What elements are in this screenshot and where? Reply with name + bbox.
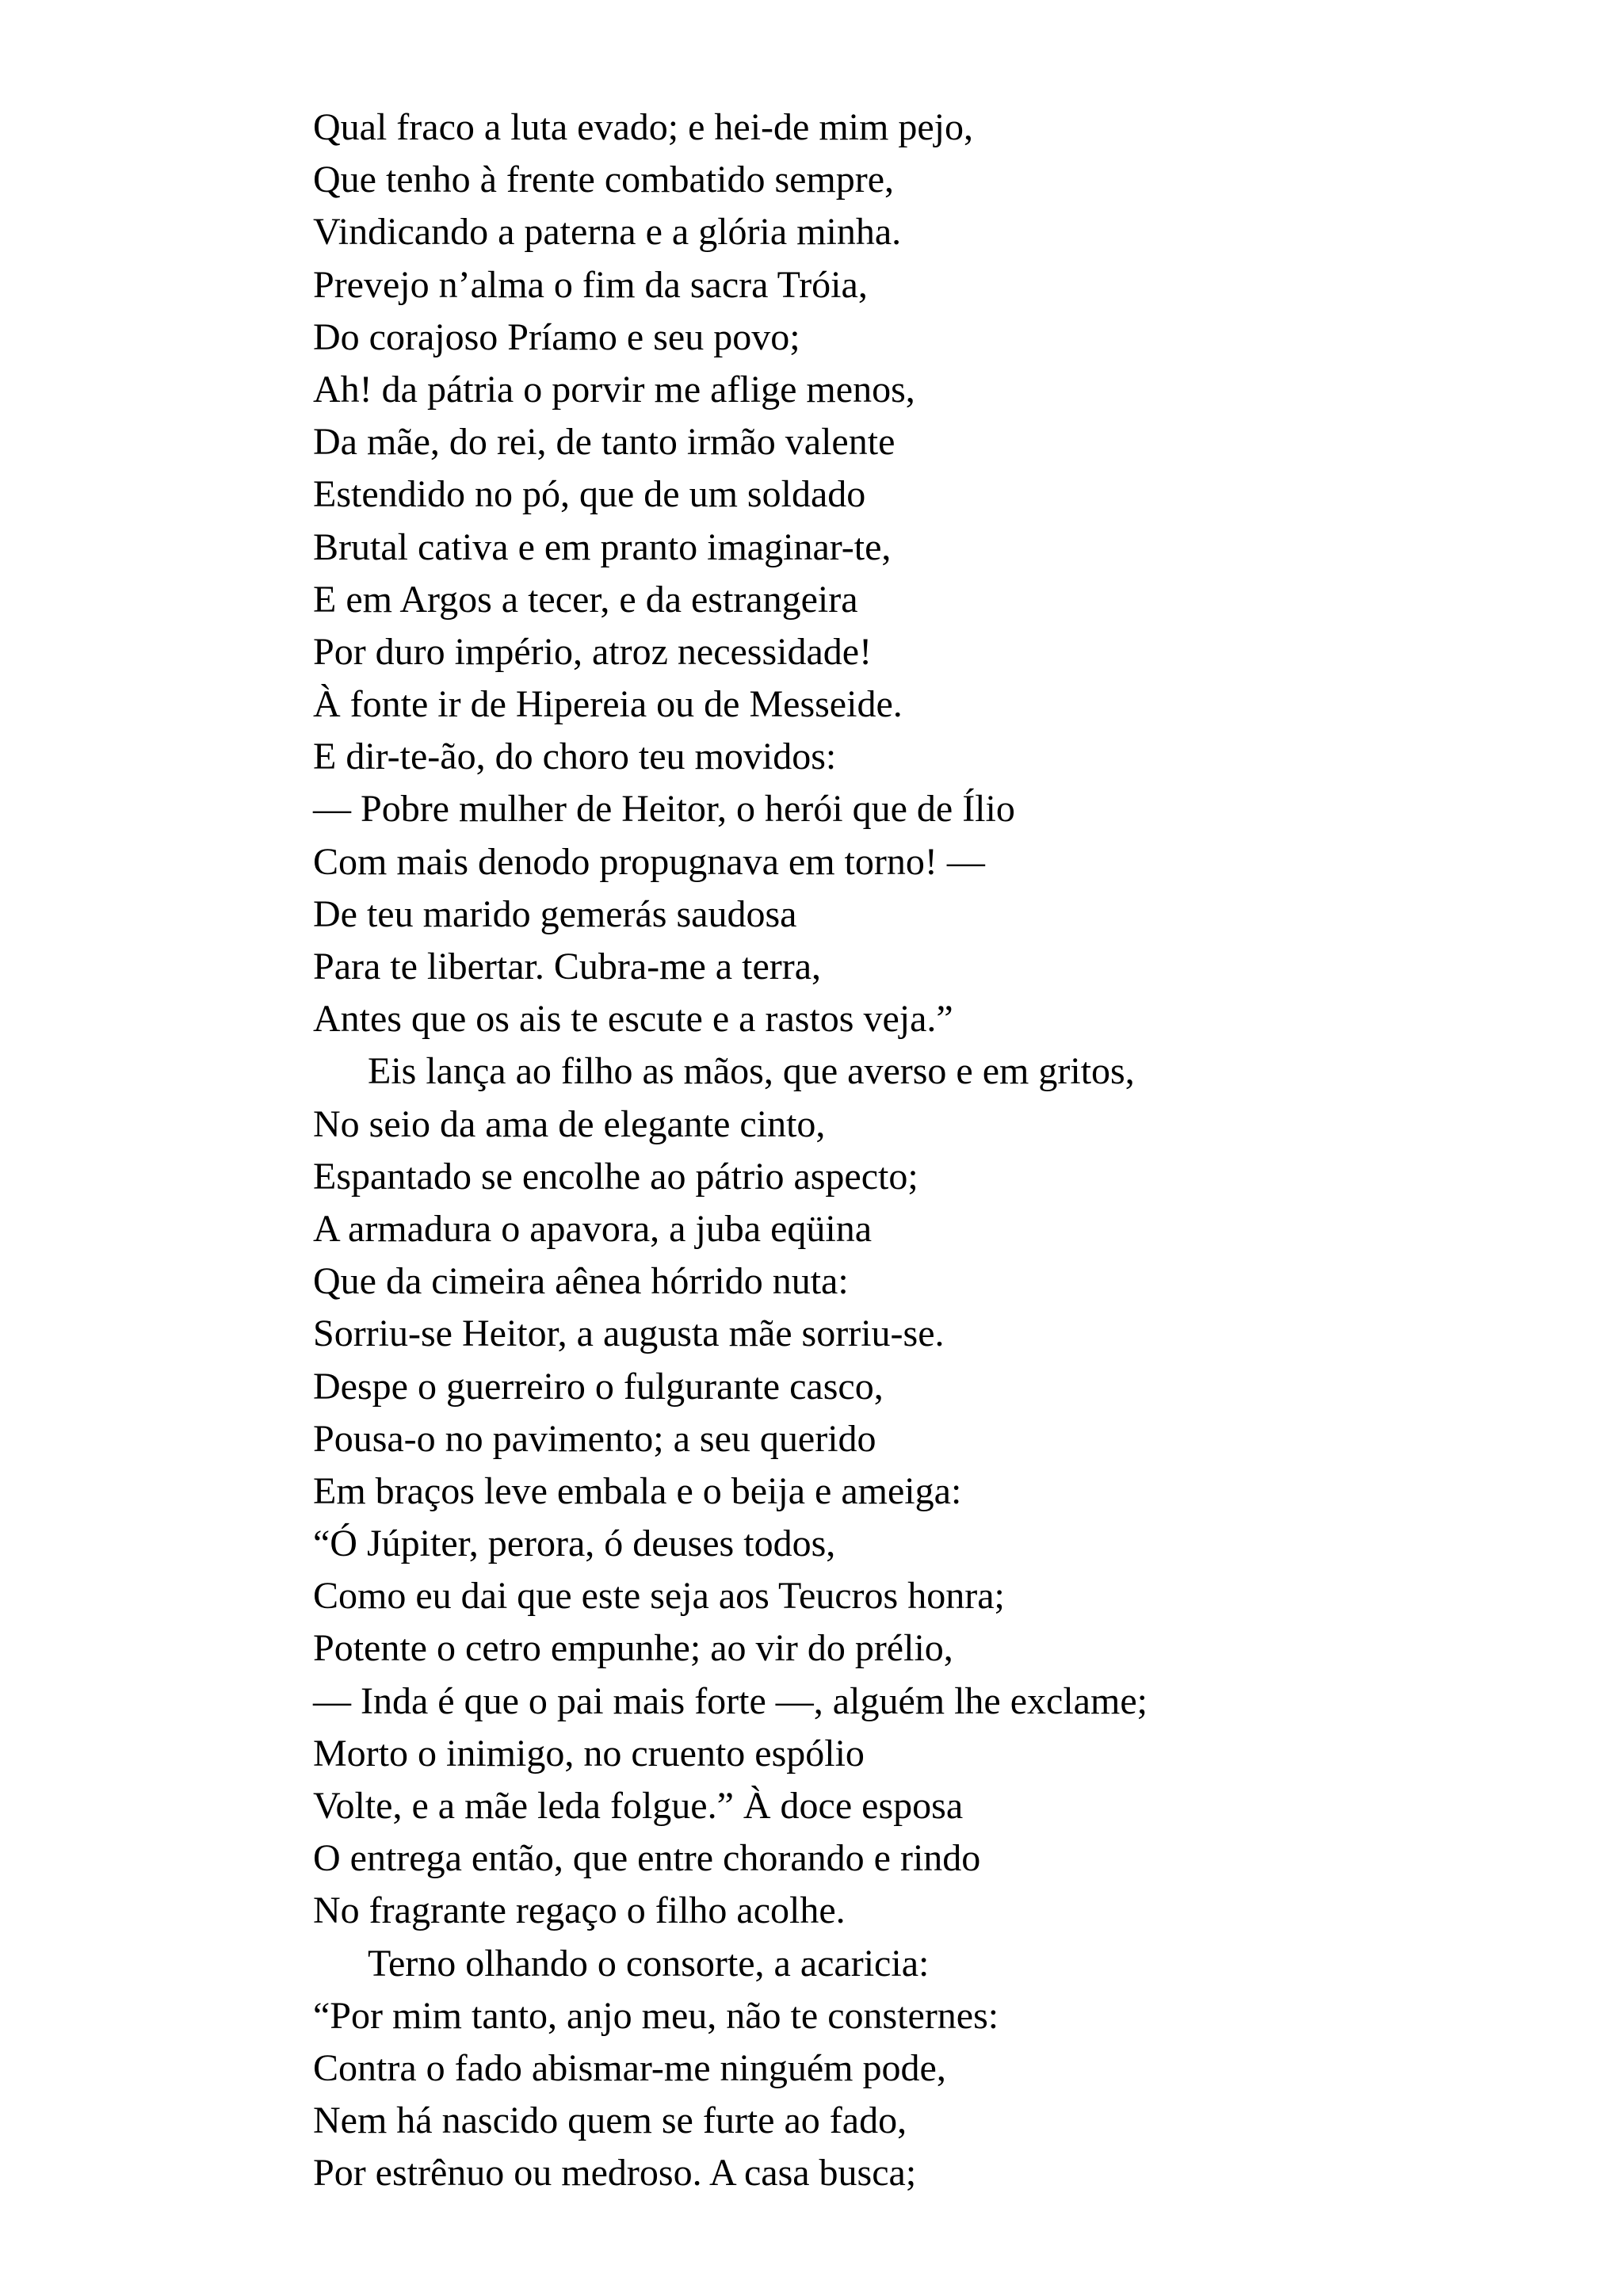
verse-line: Estendido no pó, que de um soldado bbox=[313, 473, 866, 516]
verse-line: Potente o cetro empunhe; ao vir do prélio, bbox=[313, 1627, 953, 1670]
verse-line: Em braços leve embala e o beija e ameiga: bbox=[313, 1469, 962, 1512]
verse-line: À fonte ir de Hipereia ou de Messeide. bbox=[313, 683, 903, 726]
verse-line: De teu marido gemerás saudosa bbox=[313, 892, 797, 935]
verse-line: Contra o fado abismar-me ninguém pode, bbox=[313, 2046, 946, 2089]
verse-line: Brutal cativa e em pranto imaginar-te, bbox=[313, 525, 892, 568]
verse-line: No seio da ama de elegante cinto, bbox=[313, 1102, 826, 1145]
verse-line: Prevejo n’alma o fim da sacra Tróia, bbox=[313, 263, 868, 306]
verse-line: Despe o guerreiro o fulgurante casco, bbox=[313, 1365, 884, 1408]
verse-line: Pousa-o no pavimento; a seu querido bbox=[313, 1417, 876, 1460]
verse-line: Por duro império, atroz necessidade! bbox=[313, 630, 873, 673]
verse-line: E dir-te-ão, do choro teu movidos: bbox=[313, 735, 837, 778]
verse-line: — Pobre mulher de Heitor, o herói que de Ílio bbox=[313, 788, 1015, 831]
verse-line: “Ó Júpiter, perora, ó deuses todos, bbox=[313, 1522, 836, 1565]
verse-line: Como eu dai que este seja aos Teucros honra; bbox=[313, 1575, 1005, 1618]
verse-line: Do corajoso Príamo e seu povo; bbox=[313, 315, 800, 358]
verse-line: Eis lança ao filho as mãos, que averso e em gritos, bbox=[368, 1050, 1135, 1093]
verse-line: Antes que os ais te escute e a rastos veja.” bbox=[313, 998, 953, 1041]
verse-line: Para te libertar. Cubra-me a terra, bbox=[313, 946, 822, 988]
verse-line: A armadura o apavora, a juba eqüina bbox=[313, 1207, 873, 1250]
verse-line: Ah! da pátria o porvir me aflige menos, bbox=[313, 368, 915, 411]
verse-line: Nem há nascido quem se furte ao fado, bbox=[313, 2099, 907, 2142]
verse-line: Com mais denodo propugnava em torno! — bbox=[313, 840, 985, 883]
verse-line: Que da cimeira aênea hórrido nuta: bbox=[313, 1260, 849, 1303]
verse-line: Sorriu-se Heitor, a augusta mãe sorriu-se. bbox=[313, 1312, 945, 1355]
verse-line: Espantado se encolhe ao pátrio aspecto; bbox=[313, 1155, 918, 1198]
verse-line: Terno olhando o consorte, a acaricia: bbox=[368, 1942, 930, 1985]
verse-line: E em Argos a tecer, e da estrangeira bbox=[313, 578, 858, 621]
poem-text bbox=[313, 101, 1148, 2200]
verse-line: Que tenho à frente combatido sempre, bbox=[313, 159, 895, 201]
verse-line: — Inda é que o pai mais forte —, alguém lhe exclame; bbox=[313, 1679, 1148, 1722]
verse-line: Vindicando a paterna e a glória minha. bbox=[313, 211, 902, 254]
verse-line: No fragrante regaço o filho acolhe. bbox=[313, 1889, 846, 1932]
verse-line: Qual fraco a luta evado; e hei-de mim pejo, bbox=[313, 106, 973, 148]
verse-line: O entrega então, que entre chorando e rindo bbox=[313, 1837, 981, 1880]
verse-line: Morto o inimigo, no cruento espólio bbox=[313, 1732, 865, 1775]
verse-line: “Por mim tanto, anjo meu, não te consternes: bbox=[313, 1994, 999, 2037]
verse-line: Da mãe, do rei, de tanto irmão valente bbox=[313, 421, 896, 464]
verse-line: Por estrênuo ou medroso. A casa busca; bbox=[313, 2152, 917, 2195]
verse-line: Volte, e a mãe leda folgue.” À doce esposa bbox=[313, 1785, 964, 1827]
